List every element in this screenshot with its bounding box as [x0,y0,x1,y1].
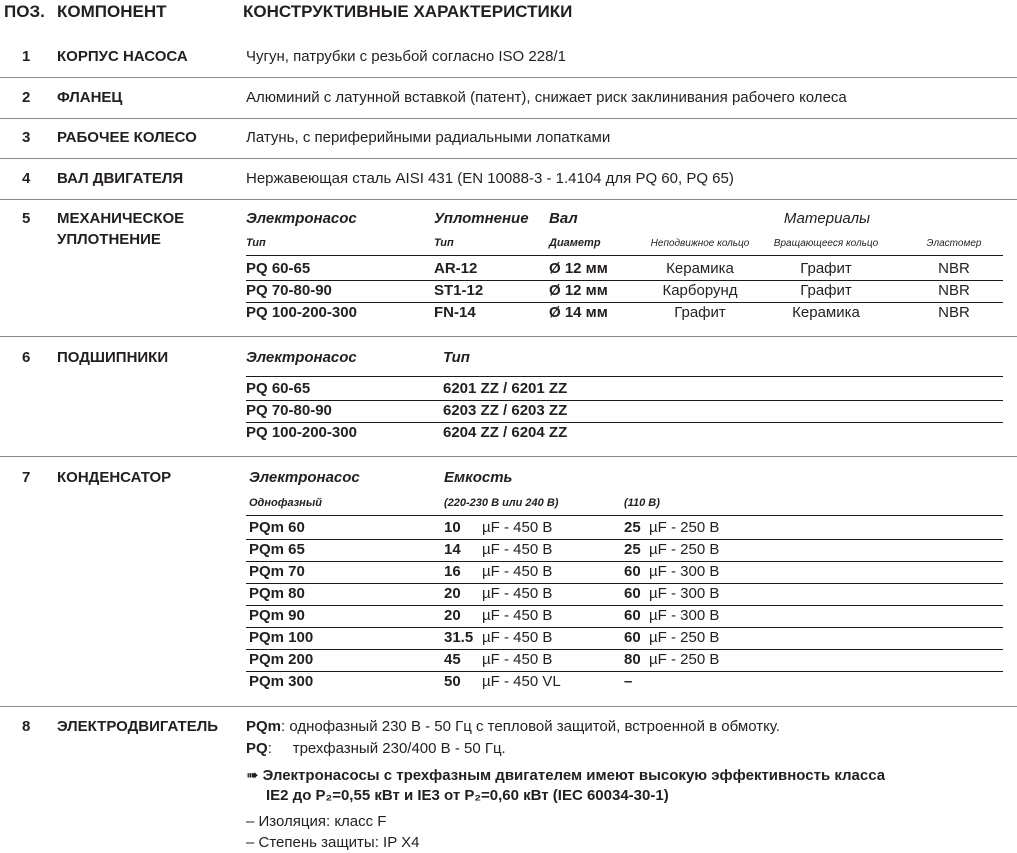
capacitor-row-unit-220v: µF - 450 В [482,541,553,558]
row-separator [0,336,1017,337]
capacitor-subheader-single-phase: Однофазный [249,497,322,509]
capacitor-header-pump: Электронасос [249,469,360,486]
capacitor-row-pump: PQm 100 [249,629,314,646]
capacitor-row-capacity-220v: 10 [444,519,461,536]
bearings-table-rule [246,422,1003,423]
row-7-component: КОНДЕНСАТОР [57,469,172,486]
motor-note-line2: IE2 до P₂=0,55 кВт и IE3 от P₂=0,60 кВт (IEC 60034-30-1) [266,787,669,804]
row-8-number: 8 [22,718,31,735]
bearings-row-type: 6201 ZZ / 6201 ZZ [443,380,568,397]
seal-row-fixed: Карборунд [662,282,738,299]
arrow-right-icon: ➠ [246,767,259,784]
capacitor-row-capacity-110v: 25 [624,541,641,558]
capacitor-row-unit-110v: µF - 250 В [649,519,720,536]
capacitor-row-pump: PQm 90 [249,607,305,624]
capacitor-row-capacity-220v: 45 [444,651,461,668]
header-component: КОМПОНЕНТ [57,2,167,21]
row-separator [0,199,1017,200]
motor-pq-label: PQ [246,740,268,757]
capacitor-table-rule [246,561,1003,562]
row-5-component-line2: УПЛОТНЕНИЕ [57,231,161,248]
seal-subheader-fixed-ring: Неподвижное кольцо [650,238,750,249]
capacitor-row-unit-110v: µF - 250 В [649,629,720,646]
seal-row-elastomer: NBR [938,304,970,321]
seal-table-rule [246,255,1003,256]
row-3-number: 3 [22,129,31,146]
row-2-number: 2 [22,89,31,106]
capacitor-subheader-110v: (110 В) [624,497,660,509]
row-4-description: Нержавеющая сталь AISI 431 (EN 10088-3 - 1.4104 для PQ 60, PQ 65) [246,170,734,187]
row-separator [0,158,1017,159]
capacitor-row-unit-110v: µF - 250 В [649,651,720,668]
row-1-description: Чугун, патрубки с резьбой согласно ISO 228/1 [246,48,566,65]
capacitor-row-unit-220v: µF - 450 В [482,651,553,668]
row-7-number: 7 [22,469,31,486]
seal-row-pump: PQ 70-80-90 [246,282,332,299]
seal-header-seal: Уплотнение [434,210,529,227]
capacitor-row-capacity-110v: 60 [624,563,641,580]
seal-subheader-seal-type: Тип [434,237,454,249]
seal-row-fixed: Керамика [666,260,734,277]
bearings-row-pump: PQ 70-80-90 [246,402,332,419]
row-6-component: ПОДШИПНИКИ [57,349,169,366]
capacitor-table-rule [246,649,1003,650]
seal-row-shaft: Ø 12 мм [549,282,608,299]
capacitor-row-capacity-110v: 80 [624,651,641,668]
motor-line-three-phase [246,740,506,757]
capacitor-row-unit-110v: µF - 300 В [649,607,720,624]
seal-row-rotating: Графит [800,282,852,299]
capacitor-header-capacity: Емкость [444,469,513,486]
bearings-row-pump: PQ 60-65 [246,380,311,397]
capacitor-row-unit-110v: µF - 250 В [649,541,720,558]
row-6-number: 6 [22,349,31,366]
motor-pq-text: : трехфазный 230/400 В - 50 Гц. [267,740,506,757]
capacitor-table-rule [246,583,1003,584]
bearings-table-rule [246,376,1003,377]
motor-pqm-text: : однофазный 230 В - 50 Гц с тепловой защитой, встроенной в обмотку. [281,718,780,735]
row-3-component: РАБОЧЕЕ КОЛЕСО [57,129,197,146]
capacitor-row-capacity-220v: 31.5 [444,629,474,646]
seal-row-elastomer: NBR [938,282,970,299]
capacitor-table-rule [246,627,1003,628]
capacitor-row-pump: PQm 60 [249,519,305,536]
row-separator [0,706,1017,707]
capacitor-row-pump: PQm 80 [249,585,305,602]
capacitor-row-capacity-110v: 60 [624,607,641,624]
row-5-component-line1: МЕХАНИЧЕСКОЕ [57,210,185,227]
bearings-row-type: 6204 ZZ / 6204 ZZ [443,424,568,441]
capacitor-row-unit-110v: µF - 300 В [649,585,720,602]
row-1-component: КОРПУС НАСОСА [57,48,188,65]
capacitor-row-capacity-220v: 14 [444,541,461,558]
row-2-description: Алюминий с латунной вставкой (патент), снижает риск заклинивания рабочего колеса [246,89,847,106]
row-8-component: ЭЛЕКТРОДВИГАТЕЛЬ [57,718,219,735]
seal-table-rule [246,280,1003,281]
capacitor-row-unit-220v: µF - 450 В [482,563,553,580]
capacitor-subheader-220v: (220-230 В или 240 В) [444,497,559,509]
bearings-header-type: Тип [443,349,470,366]
capacitor-row-unit-220v: µF - 450 В [482,519,553,536]
motor-insulation: – Изоляция: класс F [246,813,387,830]
seal-row-rotating: Графит [800,260,852,277]
seal-row-pump: PQ 60-65 [246,260,311,277]
seal-subheader-elastomer: Эластомер [926,238,982,249]
seal-row-elastomer: NBR [938,260,970,277]
seal-row-shaft: Ø 14 мм [549,304,608,321]
capacitor-row-pump: PQm 200 [249,651,314,668]
capacitor-table-rule [246,671,1003,672]
seal-subheader-type: Тип [246,237,266,249]
row-1-number: 1 [22,48,31,65]
seal-row-shaft: Ø 12 мм [549,260,608,277]
row-4-number: 4 [22,170,31,187]
capacitor-table-rule [246,515,1003,516]
motor-efficiency-note [246,766,885,784]
seal-subheader-rotating-ring: Вращающееся кольцо [773,238,879,249]
seal-row-pump: PQ 100-200-300 [246,304,357,321]
row-5-number: 5 [22,210,31,227]
seal-row-seal: ST1-12 [434,282,484,299]
capacitor-row-capacity-220v: 50 [444,673,461,690]
capacitor-row-pump: PQm 300 [249,673,314,690]
motor-note-line1: Электронасосы с трехфазным двигателем имеют высокую эффективность класса [262,767,886,784]
seal-row-seal: AR-12 [434,260,478,277]
capacitor-row-capacity-220v: 20 [444,585,461,602]
bearings-row-type: 6203 ZZ / 6203 ZZ [443,402,568,419]
capacitor-row-unit-220v: µF - 450 VL [482,673,561,690]
row-2-component: ФЛАНЕЦ [57,89,123,106]
seal-header-shaft: Вал [549,210,578,227]
capacitor-row-capacity-110v: – [624,673,633,690]
header-characteristics: КОНСТРУКТИВНЫЕ ХАРАКТЕРИСТИКИ [243,2,573,21]
row-separator [0,77,1017,78]
motor-protection: – Степень защиты: IP X4 [246,834,420,851]
row-separator [0,118,1017,119]
capacitor-table-rule [246,605,1003,606]
seal-header-materials: Материалы [783,210,871,227]
motor-line-single-phase [246,718,780,735]
capacitor-table-rule [246,539,1003,540]
capacitor-row-capacity-110v: 25 [624,519,641,536]
bearings-table-rule [246,400,1003,401]
capacitor-row-unit-220v: µF - 450 В [482,629,553,646]
row-separator [0,456,1017,457]
capacitor-row-pump: PQm 70 [249,563,305,580]
header-pos: ПОЗ. [4,2,45,21]
seal-header-pump: Электронасос [246,210,357,227]
bearings-row-pump: PQ 100-200-300 [246,424,357,441]
seal-subheader-diameter: Диаметр [549,237,601,249]
capacitor-row-capacity-220v: 20 [444,607,461,624]
capacitor-row-capacity-110v: 60 [624,585,641,602]
capacitor-row-capacity-220v: 16 [444,563,461,580]
seal-row-rotating: Керамика [792,304,860,321]
capacitor-row-capacity-110v: 60 [624,629,641,646]
capacitor-row-unit-110v: µF - 300 В [649,563,720,580]
seal-row-fixed: Графит [674,304,726,321]
motor-pqm-label: PQm [246,718,282,735]
seal-table-rule [246,302,1003,303]
bearings-header-pump: Электронасос [246,349,357,366]
capacitor-row-unit-220v: µF - 450 В [482,607,553,624]
capacitor-row-pump: PQm 65 [249,541,305,558]
row-3-description: Латунь, с периферийными радиальными лопатками [246,129,611,146]
capacitor-row-unit-220v: µF - 450 В [482,585,553,602]
row-4-component: ВАЛ ДВИГАТЕЛЯ [57,170,184,187]
seal-row-seal: FN-14 [434,304,476,321]
